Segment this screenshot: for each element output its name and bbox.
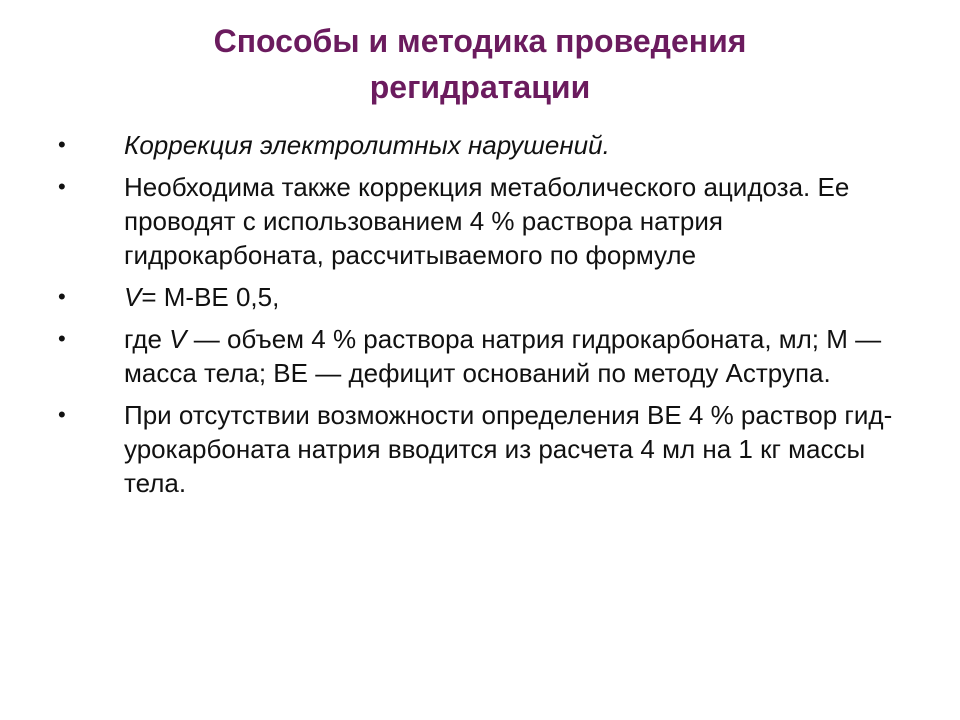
- slide-title-line-2: регидратации: [369, 69, 591, 105]
- bullet-dot: •: [58, 132, 66, 157]
- definition-prefix: где: [124, 324, 170, 354]
- bullet-list: [58, 128, 908, 508]
- bullet-dot: •: [58, 326, 66, 351]
- bullet-item-3: [58, 280, 908, 314]
- slide-title: [80, 18, 880, 110]
- bullet-text-5: При отсутствии возможности определения BE 4 % раствор гид-урокарбоната натрия вводится из расчета 4 мл на 1 кг массы тела.: [124, 400, 893, 498]
- formula-text: = М-BE 0,5,: [141, 282, 280, 312]
- bullet-dot: •: [58, 284, 66, 309]
- bullet-dot: •: [58, 402, 66, 427]
- bullet-item-2: [58, 170, 908, 272]
- bullet-text-2: Необходима также коррекция метаболического ацидоза. Ее проводят с использованием 4 % раствора натрия гидрокарбоната, рассчитываемого по формуле: [124, 172, 850, 270]
- bullet-item-5: [58, 398, 908, 500]
- bullet-item-4: [58, 322, 908, 390]
- bullet-dot: •: [58, 174, 66, 199]
- bullet-text-1: Коррекция электролитных нарушений.: [124, 130, 610, 160]
- bullet-item-1: [58, 128, 908, 162]
- formula-variable: V: [124, 282, 142, 312]
- slide-title-line-1: Способы и методика проведения: [213, 23, 747, 59]
- definition-variable: V: [169, 324, 187, 354]
- definition-text: — объем 4 % раствора натрия гидрокарбоната, мл; М — масса тела; BE — дефицит оснований по методу Аструпа.: [124, 324, 882, 388]
